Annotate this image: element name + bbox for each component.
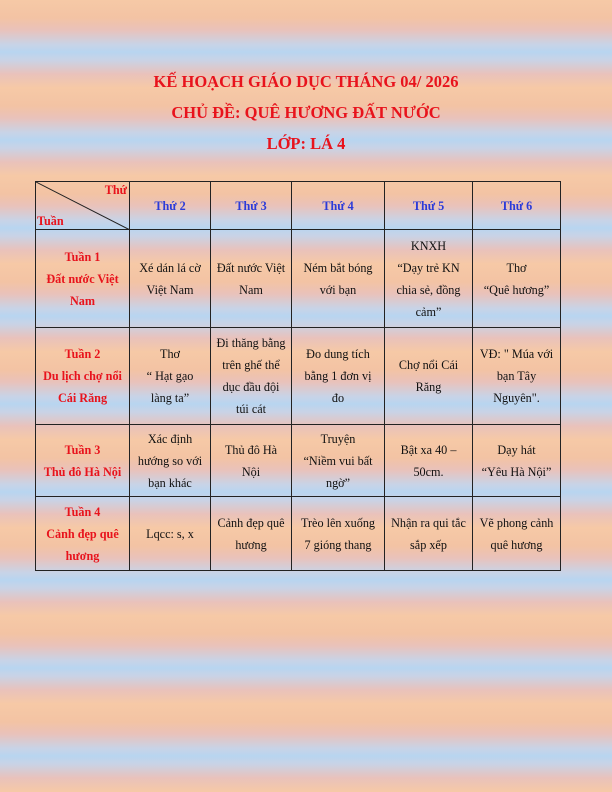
week-line: Du lịch chợ nổi <box>43 369 122 383</box>
activity-line: Đi thăng bằng <box>216 336 286 350</box>
week-line: Tuần 4 <box>64 504 101 519</box>
activity-line: Trèo lên xuống <box>300 515 376 530</box>
activity-line: bằng 1 đơn vị <box>304 369 372 383</box>
activity-line: với bạn <box>319 282 357 297</box>
activity-line: Nguyên". <box>493 391 540 405</box>
activity-cell <box>385 230 473 328</box>
activity-line: hướng so với <box>137 453 203 468</box>
activity-cell <box>292 328 385 425</box>
week-line: hương <box>65 548 100 563</box>
day-header: Thứ 2 <box>130 182 211 230</box>
activity-cell <box>473 425 561 497</box>
activity-line: bạn khác <box>148 475 192 490</box>
week-cell <box>36 497 130 571</box>
activity-line: “ Hạt gạo <box>146 369 194 383</box>
education-plan-table <box>35 181 561 571</box>
activity-line: dục đầu đội <box>222 380 280 394</box>
activity-line: sắp xếp <box>410 537 447 552</box>
activity-cell <box>130 230 211 328</box>
week-line: Cảnh đẹp quê <box>46 526 119 541</box>
table-row <box>36 497 561 571</box>
activity-line: Chợ nổi Cái <box>398 358 459 372</box>
activity-cell <box>473 230 561 328</box>
activity-line: Truyện <box>320 431 356 446</box>
day-header: Thứ 5 <box>385 182 473 230</box>
activity-line: Đo dung tích <box>306 347 370 361</box>
activity-line: “Dạy trẻ KN <box>397 260 460 275</box>
activity-cell <box>130 328 211 425</box>
day-header: Thứ 3 <box>211 182 292 230</box>
activity-cell <box>385 425 473 497</box>
day-header: Thứ 6 <box>473 182 561 230</box>
activity-cell <box>211 328 292 425</box>
activity-line: hương <box>235 537 267 552</box>
activity-line: ngờ” <box>325 475 351 490</box>
activity-line: Răng <box>415 380 442 394</box>
activity-line: Nhận ra qui tắc <box>391 515 466 530</box>
activity-line: Nam <box>239 282 263 297</box>
activity-line: KNXH <box>410 238 447 253</box>
activity-cell <box>385 328 473 425</box>
activity-cell <box>211 425 292 497</box>
week-line: Tuần 3 <box>64 442 101 457</box>
topic-title: CHỦ ĐỀ: QUÊ HƯƠNG ĐẤT NƯỚC <box>171 103 441 122</box>
corner-week-label: Tuần <box>37 214 64 228</box>
activity-line: Lqcc: s, x <box>146 526 194 541</box>
activity-cell <box>385 497 473 571</box>
activity-cell <box>473 497 561 571</box>
activity-cell <box>211 230 292 328</box>
activity-cell <box>211 497 292 571</box>
corner-day-label: Thứ <box>104 183 127 197</box>
activity-cell <box>130 425 211 497</box>
week-cell <box>36 230 130 328</box>
activity-line: Thơ <box>160 347 180 361</box>
table-row <box>36 230 561 328</box>
activity-line: đo <box>331 391 345 405</box>
activity-cell <box>473 328 561 425</box>
corner-cell <box>36 182 130 230</box>
week-line: Nam <box>69 293 96 308</box>
activity-line: cảm” <box>415 304 442 319</box>
activity-line: Việt Nam <box>146 282 194 297</box>
activity-line: chia sẻ, đồng <box>396 282 461 297</box>
week-cell <box>36 425 130 497</box>
activity-line: bạn Tây <box>496 369 537 383</box>
activity-cell <box>292 497 385 571</box>
activity-line: Dạy hát <box>497 442 536 457</box>
class-title: LỚP: LÁ 4 <box>266 134 346 153</box>
activity-line: Thủ đô Hà <box>224 442 278 457</box>
header-row <box>36 182 561 230</box>
activity-line: trên ghế thể <box>222 358 280 372</box>
table-row <box>36 328 561 425</box>
week-line: Đất nước Việt <box>46 271 119 286</box>
week-line: Thủ đô Hà Nội <box>43 464 122 479</box>
activity-line: Bật xa 40 – <box>400 442 457 457</box>
day-header: Thứ 4 <box>292 182 385 230</box>
activity-line: “Quê hương” <box>483 282 550 297</box>
activity-line: túi cát <box>235 402 267 416</box>
week-cell <box>36 328 130 425</box>
activity-line: 50cm. <box>413 464 444 479</box>
plan-title: KẾ HOẠCH GIÁO DỤC THÁNG 04/ 2026 <box>153 72 459 91</box>
activity-line: Cảnh đẹp quê <box>217 515 285 530</box>
table-row <box>36 425 561 497</box>
activity-line: quê hương <box>490 537 543 552</box>
activity-line: Ném bắt bóng <box>303 260 373 275</box>
activity-line: Xé dán lá cờ <box>139 260 201 275</box>
activity-line: Đất nước Việt <box>216 260 286 275</box>
activity-line: VĐ: " Múa với <box>479 347 554 361</box>
activity-line: “Yêu Hà Nội” <box>481 464 552 479</box>
activity-line: Thơ <box>506 260 527 275</box>
activity-line: 7 gióng thang <box>304 537 372 552</box>
activity-line: Vẽ phong cảnh <box>479 515 554 530</box>
activity-cell <box>130 497 211 571</box>
week-line: Cái Răng <box>57 391 108 405</box>
activity-cell <box>292 425 385 497</box>
week-line: Tuần 2 <box>64 347 101 361</box>
activity-line: “Niềm vui bất <box>303 453 373 468</box>
activity-line: làng ta” <box>150 391 190 405</box>
activity-line: Nội <box>241 464 261 479</box>
activity-line: Xác định <box>147 431 193 446</box>
week-line: Tuần 1 <box>64 249 101 264</box>
activity-cell <box>292 230 385 328</box>
